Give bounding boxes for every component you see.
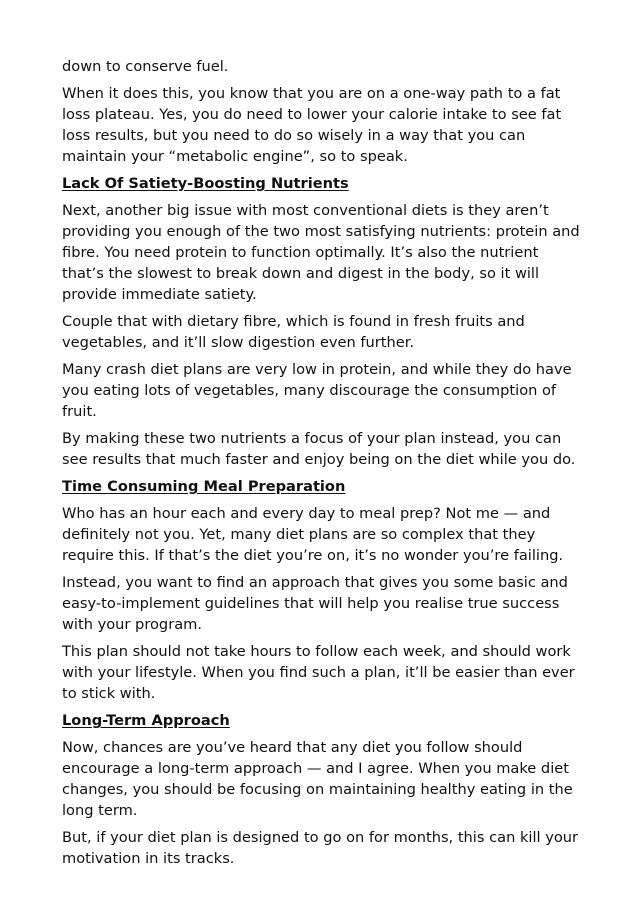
paragraph-motivation: But, if your diet plan is designed to go on for months, this can kill your motivation in its tracks. (62, 829, 579, 867)
paragraph-protein-fibre: Next, another big issue with most conventional diets is they aren’t providing you enough of the two most satisfying nutrients: protein and fibre. You need protein to function optimally. It’s also the nutrient that’s the slowest to break down and digest in the body, so it will provide immediate satiety. (62, 202, 580, 303)
paragraph-meal-prep: Who has an hour each and every day to meal prep? Not me — and definitely not you. Yet, many diet plans are so complex that they require this. If that’s the diet you’re on, it’s no wonder you’re failing. (62, 505, 564, 564)
heading-satiety-nutrients: Lack Of Satiety-Boosting Nutrients (62, 175, 349, 192)
paragraph-crash-diets: Many crash diet plans are very low in protein, and while they do have you eating lots of vegetables, many discourage the consumption of fruit. (62, 361, 572, 420)
document-page (62, 56, 582, 875)
heading-meal-preparation: Time Consuming Meal Preparation (62, 478, 346, 495)
paragraph-continuation: down to conserve fuel. (62, 58, 229, 75)
paragraph-basic-guidelines: Instead, you want to find an approach that gives you some basic and easy-to-implement guidelines that will help you realise true success with your program. (62, 574, 568, 633)
paragraph-plan-lifestyle: This plan should not take hours to follow each week, and should work with your lifestyle. When you find such a plan, it’ll be easier than ever to stick with. (62, 643, 575, 702)
paragraph-nutrient-focus: By making these two nutrients a focus of your plan instead, you can see results that much faster and enjoy being on the diet while you do. (62, 430, 576, 468)
heading-long-term-approach: Long-Term Approach (62, 712, 230, 729)
paragraph-fat-loss-plateau: When it does this, you know that you are on a one-way path to a fat loss plateau. Yes, you do need to lower your calorie intake to see fat loss results, but you need to do so wisely in a way that you can maintain your “metabolic engine”, so to speak. (62, 85, 562, 165)
paragraph-long-term: Now, chances are you’ve heard that any diet you follow should encourage a long-term approach — and I agree. When you make diet changes, you should be focusing on maintaining healthy eating in the long term. (62, 739, 573, 819)
paragraph-dietary-fibre: Couple that with dietary fibre, which is found in fresh fruits and vegetables, and it’ll slow digestion even further. (62, 313, 525, 351)
